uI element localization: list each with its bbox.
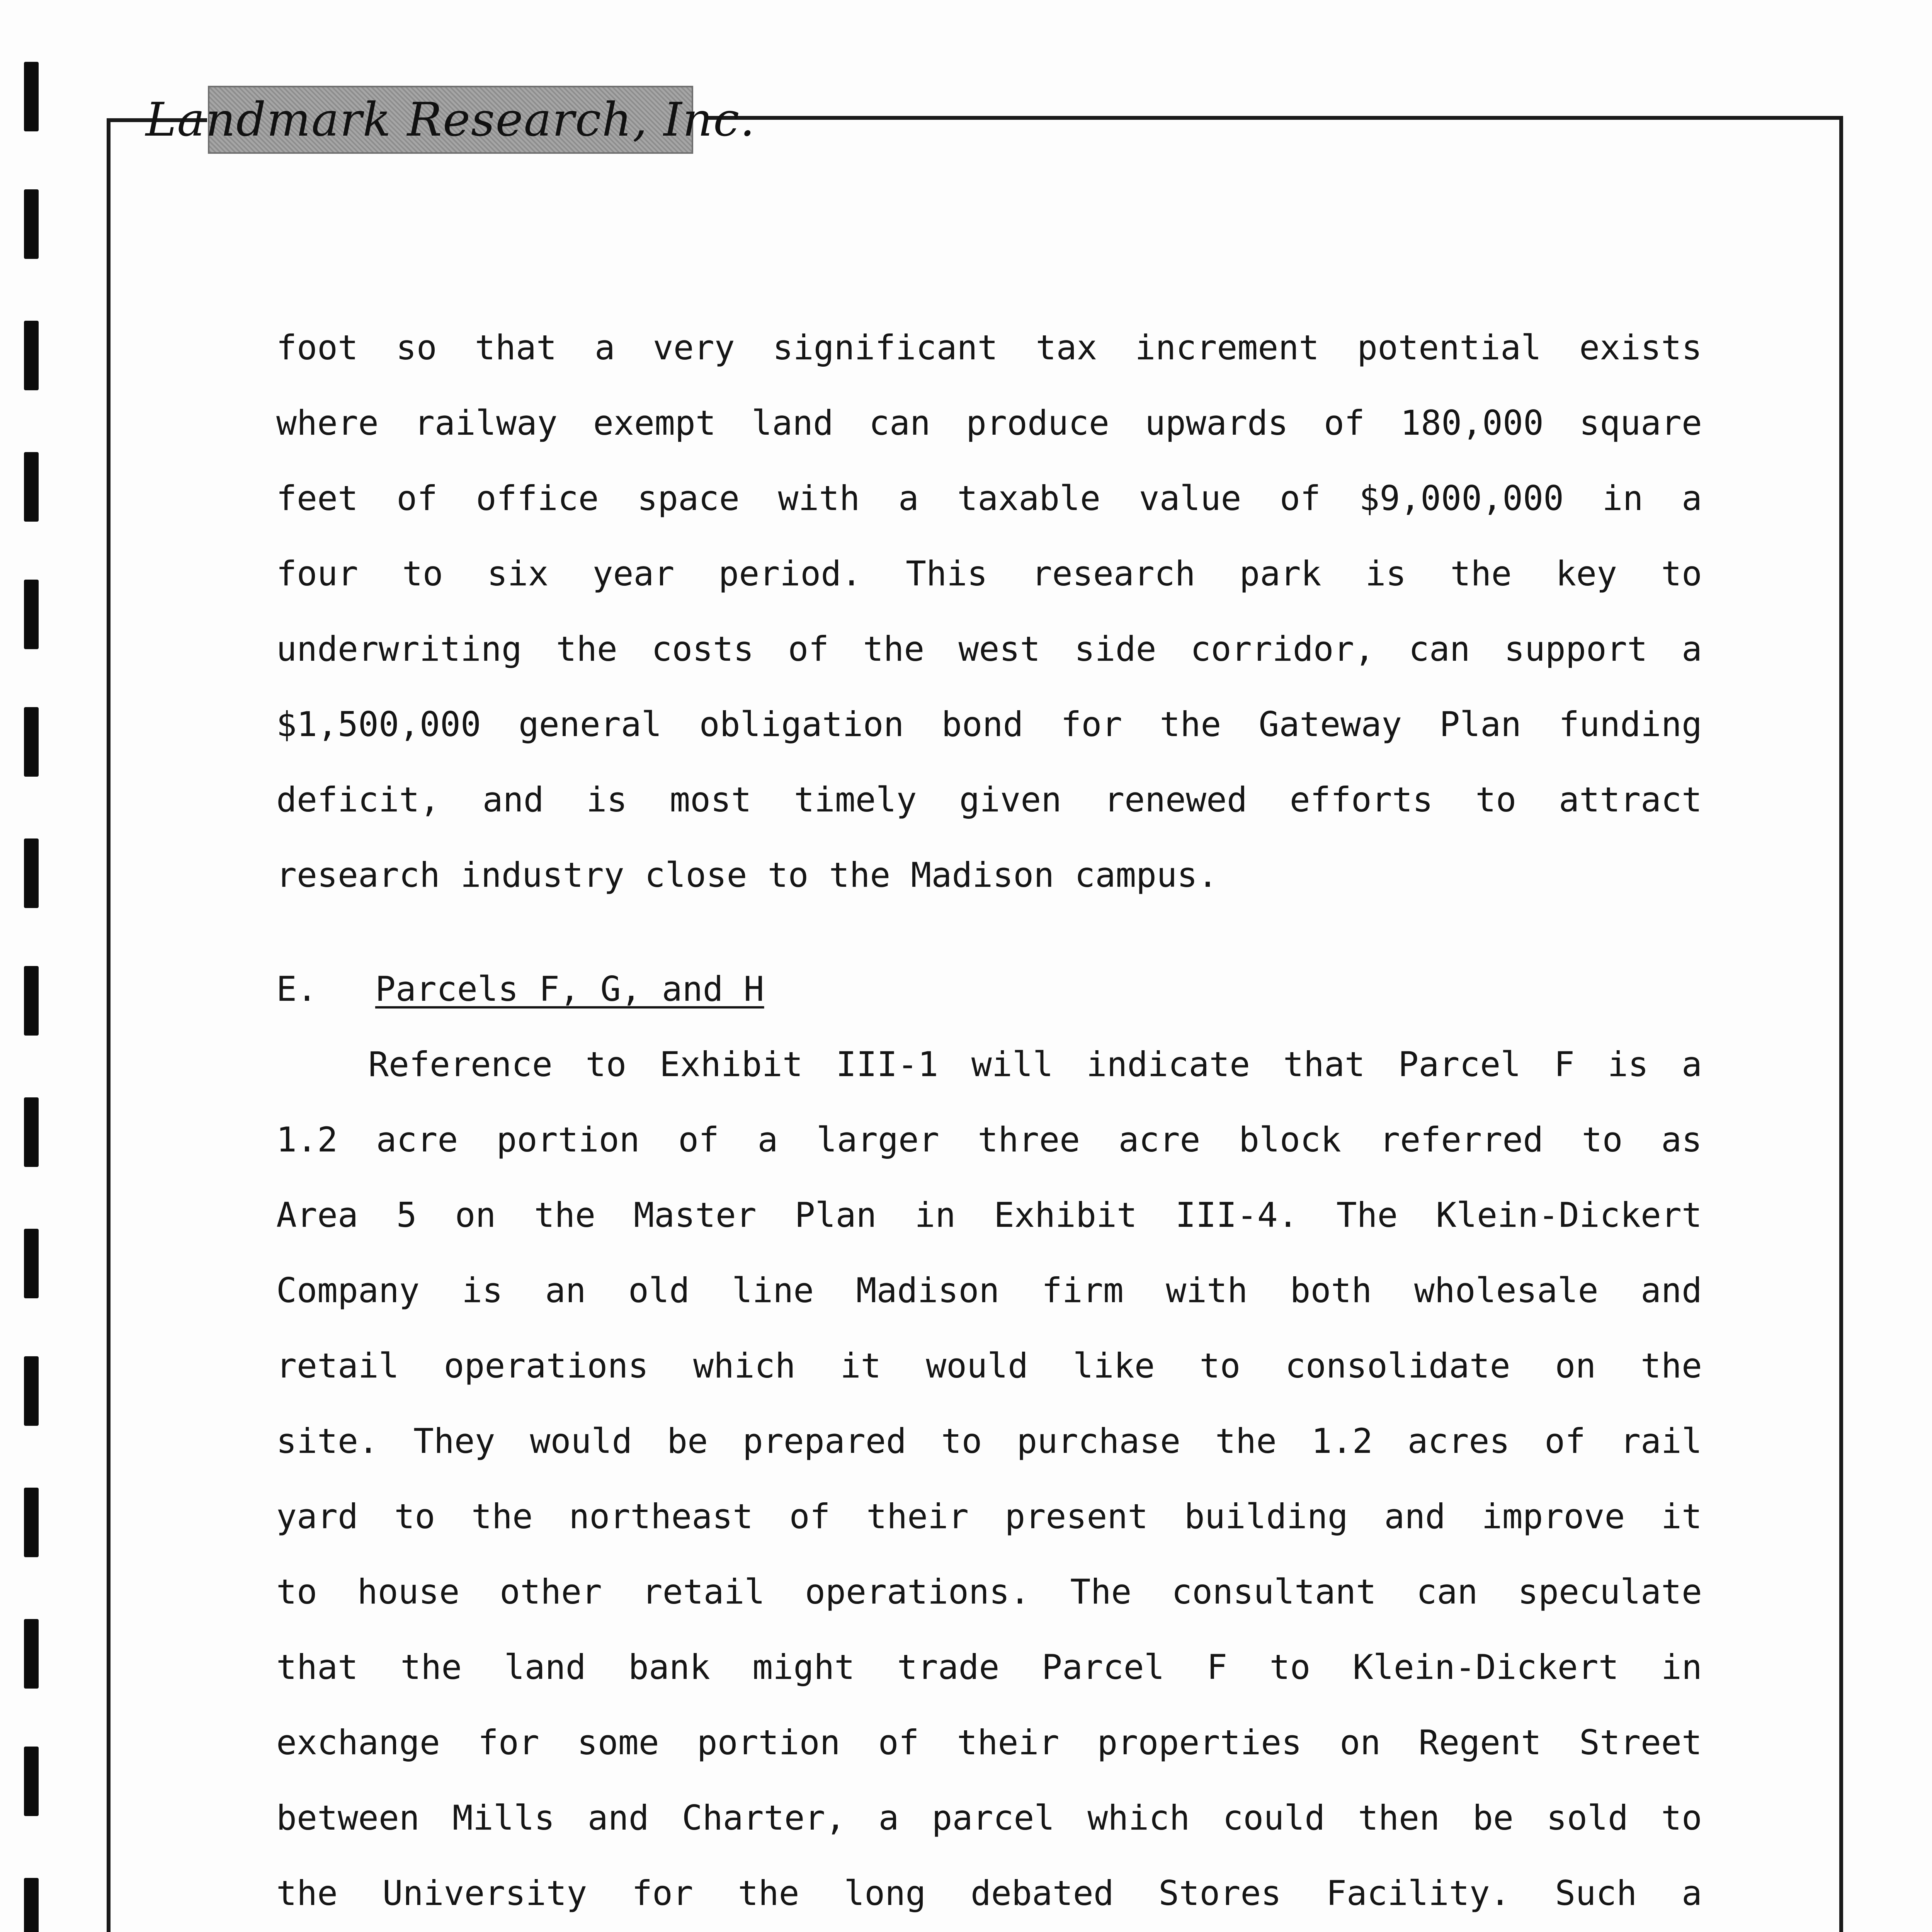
text-line: that the land bank might trade Parcel F to Klein-Dickert in [276,1647,1702,1687]
text-line: the University for the long debated Stores Facility. Such a [276,1873,1702,1913]
binding-mark [24,1488,39,1557]
text-line: Company is an old line Madison firm with both wholesale and [276,1270,1702,1310]
binding-mark [24,1229,39,1298]
text-line: deficit, and is most timely given renewed efforts to attract [276,780,1702,820]
section-label: E. [276,969,317,1009]
text-line: $1,500,000 general obligation bond for the Gateway Plan funding [276,704,1702,744]
binding-mark [24,1356,39,1426]
text-line: yard to the northeast of their present building and improve it [276,1497,1702,1536]
text-line: foot so that a very significant tax increment potential exists [276,328,1702,367]
text-line: Reference to Exhibit III-1 will indicate that Parcel F is a [368,1044,1702,1084]
binding-mark [24,1747,39,1816]
binding-mark [24,966,39,1036]
text-line: 1.2 acre portion of a larger three acre block referred to as [276,1120,1702,1160]
text-line: exchange for some portion of their properties on Regent Street [276,1723,1702,1762]
binding-mark [24,838,39,908]
text-line: research industry close to the Madison campus. [276,855,1218,895]
text-line: Area 5 on the Master Plan in Exhibit III-4. The Klein-Dickert [276,1195,1702,1235]
frame-left-rule [107,118,111,1932]
text-line: between Mills and Charter, a parcel which could then be sold to [276,1798,1702,1838]
letterhead-logo [145,86,756,154]
binding-mark [24,1878,39,1932]
binding-mark [24,452,39,522]
logo-text: Landmark Research, Inc. [145,93,756,147]
section-title: Parcels F, G, and H [375,969,764,1009]
binding-mark [24,707,39,777]
binding-mark [24,62,39,131]
frame-top-rule [707,116,1843,120]
text-line: retail operations which it would like to consolidate on the [276,1346,1702,1386]
text-line: four to six year period. This research park is the key to [276,554,1702,594]
section-heading [276,966,764,1012]
text-line: feet of office space with a taxable value of $9,000,000 in a [276,478,1702,518]
binding-mark [24,321,39,390]
text-line: underwriting the costs of the west side corridor, can support a [276,629,1702,669]
binding-mark [24,189,39,259]
frame-right-rule [1839,116,1843,1932]
binding-mark [24,1619,39,1689]
text-line: where railway exempt land can produce upwards of 180,000 square [276,403,1702,443]
binding-mark [24,580,39,649]
text-line: to house other retail operations. The consultant can speculate [276,1572,1702,1612]
binding-mark [24,1097,39,1167]
text-line: site. They would be prepared to purchase the 1.2 acres of rail [276,1421,1702,1461]
